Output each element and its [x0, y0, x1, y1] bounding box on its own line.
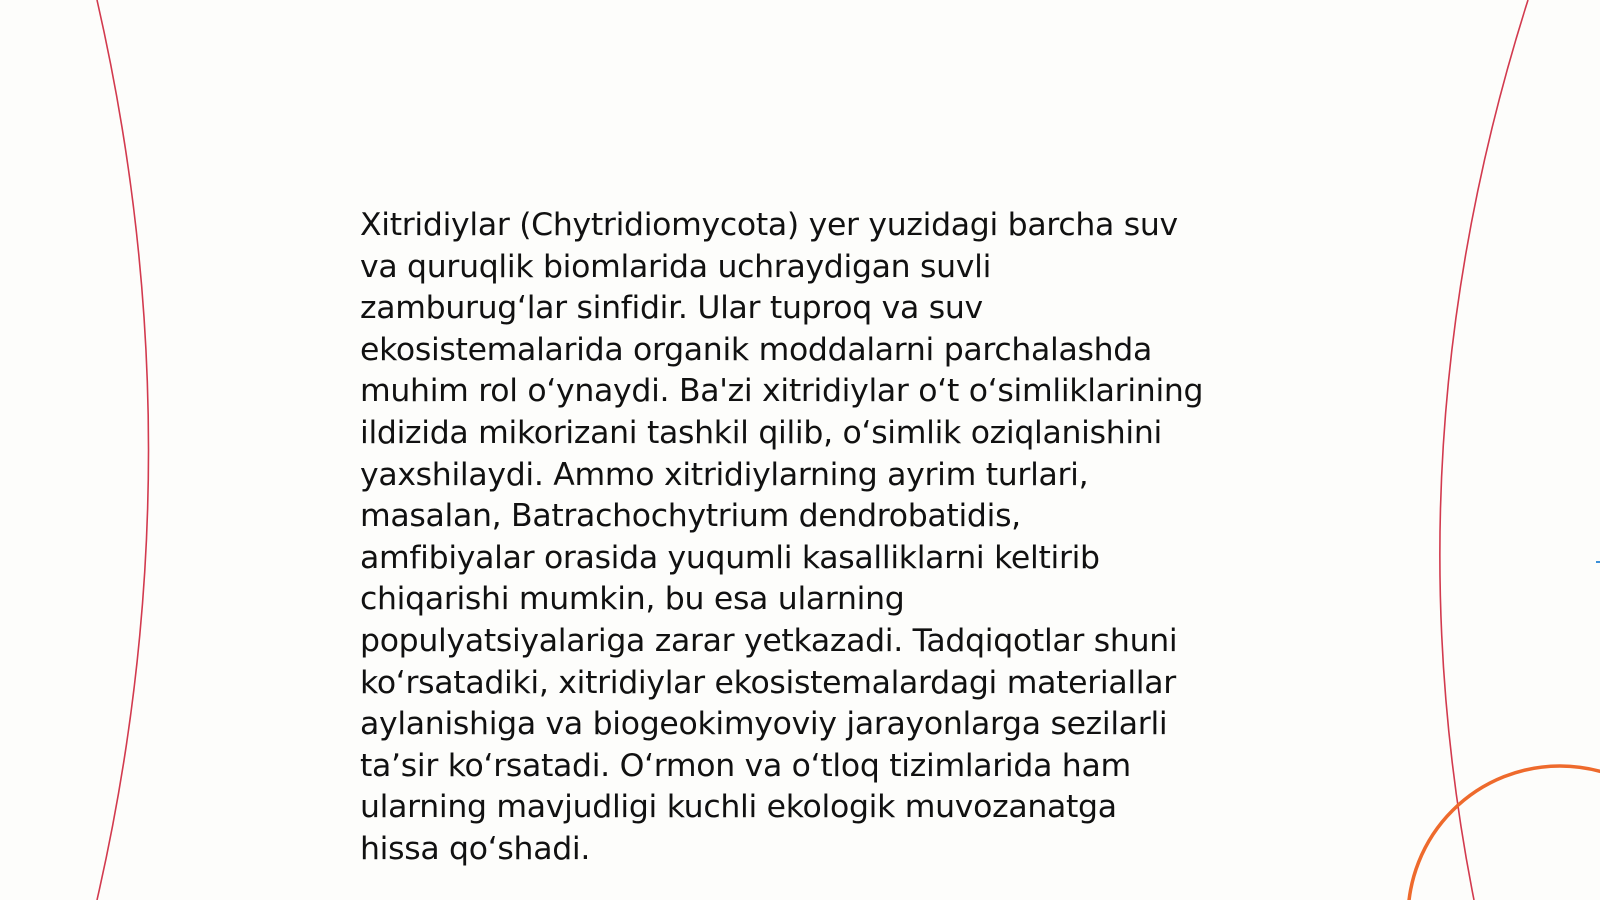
paragraph-line: yaxshilaydi. Ammo xitridiylarning ayrim turlari,	[360, 456, 1089, 493]
paragraph-line: masalan, Batrachochytrium dendrobatidis,	[360, 498, 1021, 535]
paragraph-line: amfibiyalar orasida yuqumli kasalliklarni keltirib	[360, 539, 1100, 576]
paragraph-line: ildizida mikorizani tashkil qilib, o‘simlik oziqlanishini	[360, 414, 1162, 451]
paragraph-line: va quruqlik biomlarida uchraydigan suvli	[360, 248, 992, 285]
paragraph-line: ta’sir ko‘rsatadi. O‘rmon va o‘tloq tizimlarida ham	[360, 747, 1131, 784]
paragraph-line: muhim rol o‘ynaydi. Ba'zi xitridiylar o‘t o‘simliklarining	[360, 373, 1204, 410]
paragraph-line: ko‘rsatadiki, xitridiylar ekosistemalardagi materiallar	[360, 664, 1176, 701]
paragraph-line: hissa qo‘shadi.	[360, 830, 591, 867]
paragraph-line: Xitridiylar (Chytridiomycota) yer yuzidagi barcha suv	[360, 207, 1178, 243]
paragraph-line: aylanishiga va biogeokimyoviy jarayonlarga sezilarli	[360, 706, 1168, 743]
paragraph-line: ekosistemalarida organik moddalarni parchalashda	[360, 331, 1152, 368]
paragraph-line: chiqarishi mumkin, bu esa ularning	[360, 581, 905, 618]
paragraph-line: populyatsiyalariga zarar yetkazadi. Tadqiqotlar shuni	[360, 622, 1178, 659]
body-paragraph	[360, 205, 1240, 871]
right-arc-curve	[1440, 0, 1528, 900]
paragraph-line: zamburug‘lar sinfidir. Ular tuproq va suv	[360, 290, 983, 327]
left-arc-curve	[97, 0, 149, 900]
orange-circle-outline	[1408, 766, 1600, 900]
paragraph-line: ularning mavjudligi kuchli ekologik muvozanatga	[360, 789, 1117, 826]
